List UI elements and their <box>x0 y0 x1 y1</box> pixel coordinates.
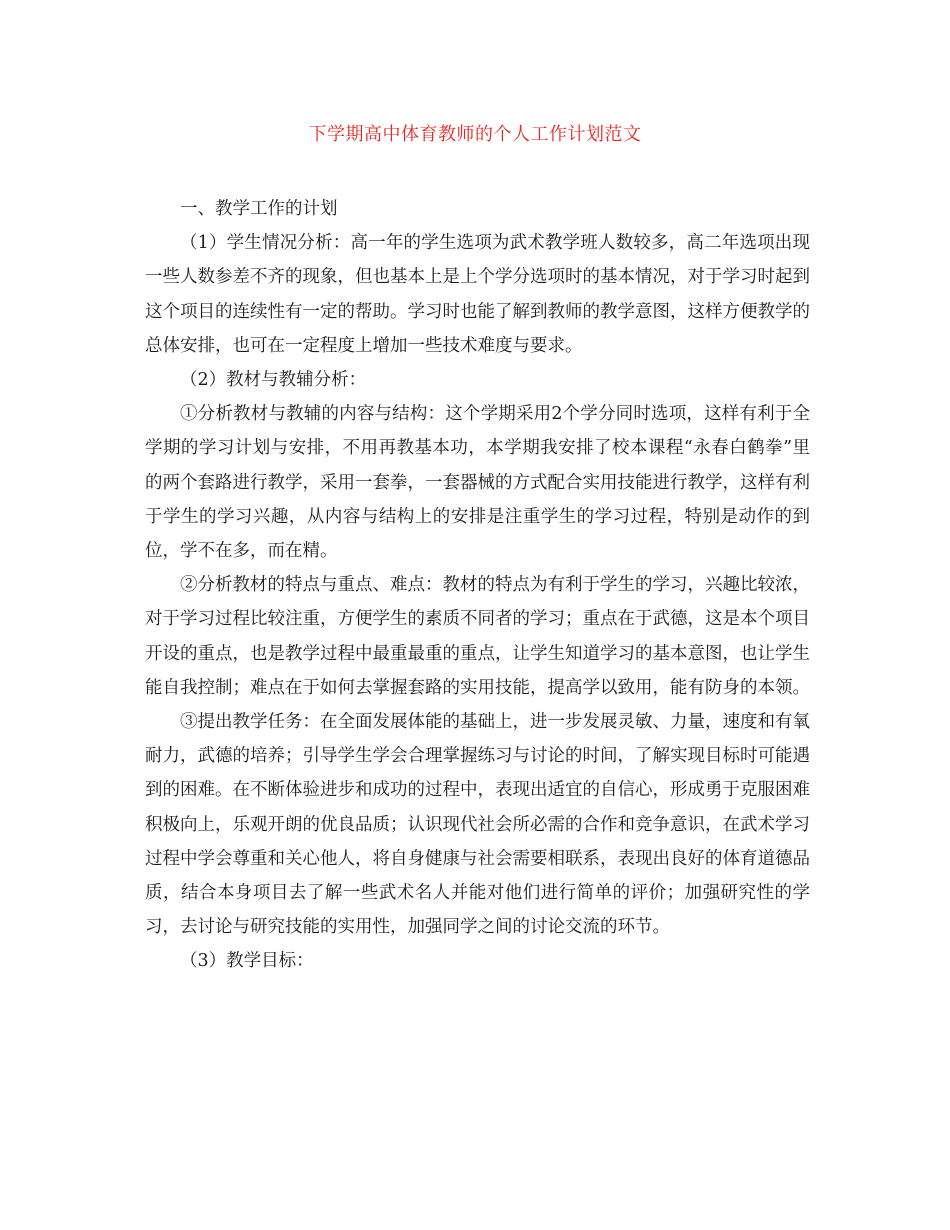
paragraph-content-structure: ①分析教材与教辅的内容与结构：这个学期采用2个学分同时选项，这样有利于全学期的学习计划与安排，不用再教基本功，本学期我安排了校本课程“永春白鹤拳”里的两个套路进行教学，采用一套拳，一套器械的方式配合实用技能进行教学，这样有利于学生的学习兴趣，从内容与结构上的安排是注重学生的学习过程，特别是动作的到位，学不在多，而在精。 <box>145 404 810 562</box>
section-heading-teaching-plan: 一、教学工作的计划 <box>180 199 338 219</box>
document-title: 下学期高中体育教师的个人工作计划范文 <box>308 124 642 145</box>
paragraph-features-key-points: ②分析教材的特点与重点、难点：教材的特点为有利于学生的学习，兴趣比较浓，对于学习过程比较注重，方便学生的素质不同者的学习；重点在于武德，这是本个项目开设的重点，也是教学过程中最重最重的重点，让学生知道学习的基本意图，也让学生能自我控制；难点在于如何去掌握套路的实用技能，提高学以致用，能有防身的本领。 <box>145 575 810 698</box>
paragraph-materials-heading: （2）教材与教辅分析： <box>180 370 367 391</box>
document-body <box>145 192 810 979</box>
paragraph-teaching-tasks: ③提出教学任务：在全面发展体能的基础上，进一步发展灵敏、力量，速度和有氧耐力，武德的培养；引导学生学会合理掌握练习与讨论的时间，了解实现目标时可能遇到的困难。在不断体验进步和成功的过程中，表现出适宜的自信心，形成勇于克服困难积极向上，乐观开朗的优良品质；认识现代社会所必需的合作和竞争意识，在武术学习过程中学会尊重和关心他人，将自身健康与社会需要相联系，表现出良好的体育道德品质，结合本身项目去了解一些武术名人并能对他们进行简单的评价；加强研究性的学习，去讨论与研究技能的实用性，加强同学之间的讨论交流的环节。 <box>145 712 810 938</box>
paragraph-teaching-goals-heading: （3）教学目标： <box>180 951 314 972</box>
paragraph-student-analysis: （1）学生情况分析：高一年的学生选项为武术教学班人数较多，高二年选项出现一些人数参差不齐的现象，但也基本上是上个学分选项时的基本情况，对于学习时起到这个项目的连续性有一定的帮助。学习时也能了解到教师的教学意图，这样方便教学的总体安排，也可在一定程度上增加一些技术难度与要求。 <box>145 233 810 356</box>
